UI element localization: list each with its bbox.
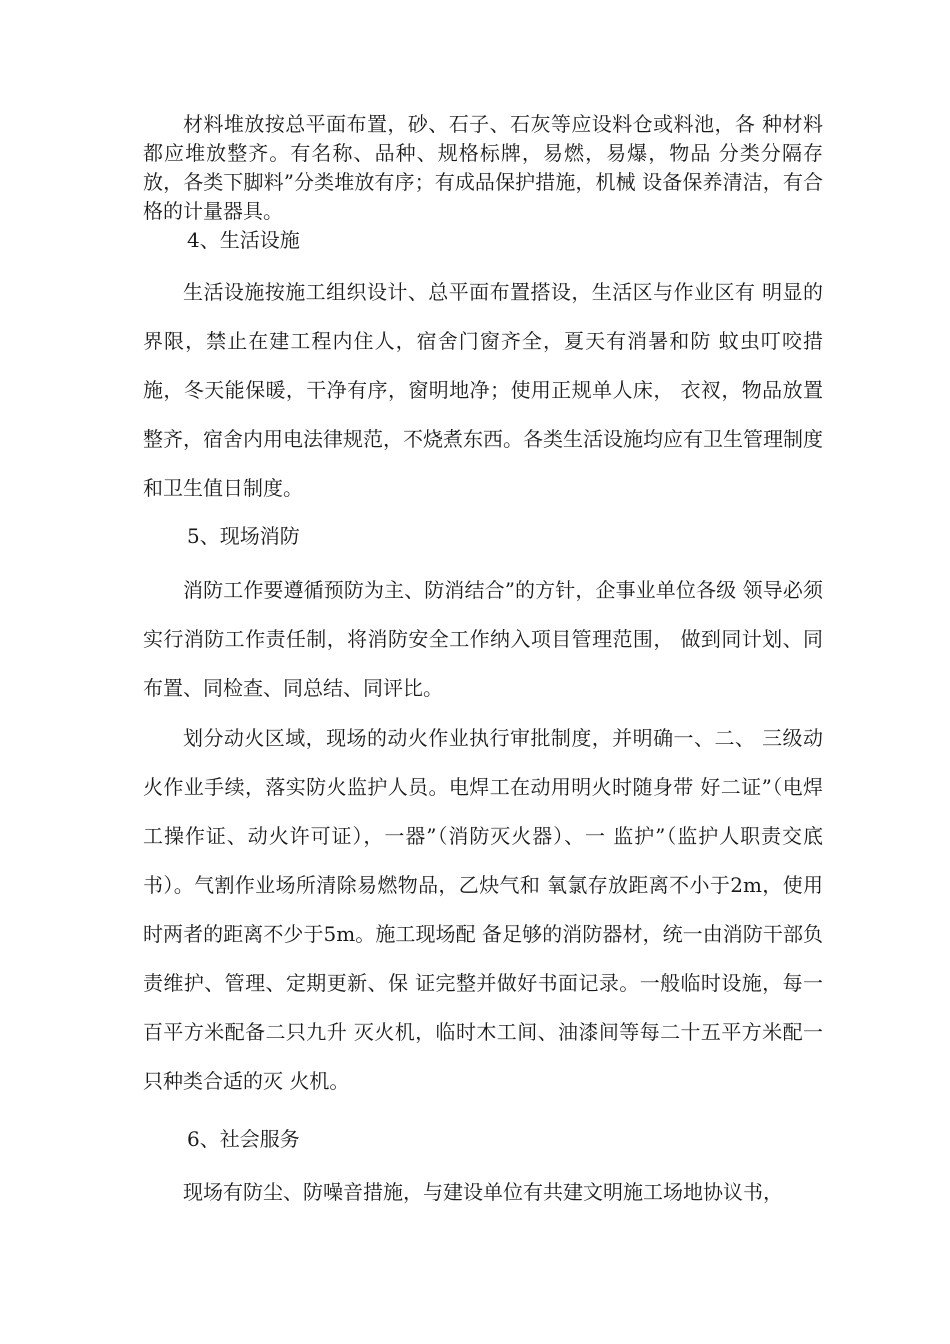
heading-site-fire-protection: 5、现场消防 [187,524,300,548]
paragraph-social-service: 现场有防尘、防噪音措施，与建设单位有共建文明施工场地协议书， [183,1180,783,1204]
heading-living-facilities: 4、生活设施 [187,228,300,252]
paragraph-material-stacking: 材料堆放按总平面布置，砂、石子、石灰等应设料仓或料池，各 种材料都应堆放整齐。有名称、品种、规格标牌，易燃，易爆，物品 分类分隔存放，各类下脚料”分类堆放有序；有成品保护措施，机械 设备保养清洁，有合格的计量器具。 [143,112,823,223]
paragraph-living-facilities: 生活设施按施工组织设计、总平面布置搭设，生活区与作业区有 明显的界限，禁止在建工程内住人，宿舍门窗齐全，夏天有消暑和防 蚊虫叮咬措施，冬天能保暖，干净有序，窗明地净；使用正规单人床， 衣衩，物品放置整齐，宿舍内用电法律规范，不烧煮东西。各类生活设施均应有卫生管理制度和卫生值日制度。 [143,280,823,500]
paragraph-fire-policy: 消防工作要遵循预防为主、防消结合”的方针，企事业单位各级 领导必须实行消防工作责任制，将消防安全工作纳入项目管理范围， 做到同计划、同布置、同检查、同总结、同评比。 [143,578,823,700]
heading-social-service: 6、社会服务 [187,1127,300,1151]
paragraph-hot-work-zones: 划分动火区域，现场的动火作业执行审批制度，并明确一、二、 三级动火作业手续，落实防火监护人员。电焊工在动用明火时随身带 好二证”（电焊工操作证、动火许可证），一器”（消防灭火器）、一 监护”（监护人职责交底书）。气割作业场所清除易燃物品，乙炔气和 氧氯存放距离不小于2m，使用时两者的距离不少于5m。施工现场配 备足够的消防器材，统一由消防干部负责维护、管理、定期更新、保 证完整并做好书面记录。一般临时设施，每一百平方米配备二只九升 灭火机，临时木工间、油漆间等每二十五平方米配一只种类合适的灭 火机。 [143,726,823,1093]
